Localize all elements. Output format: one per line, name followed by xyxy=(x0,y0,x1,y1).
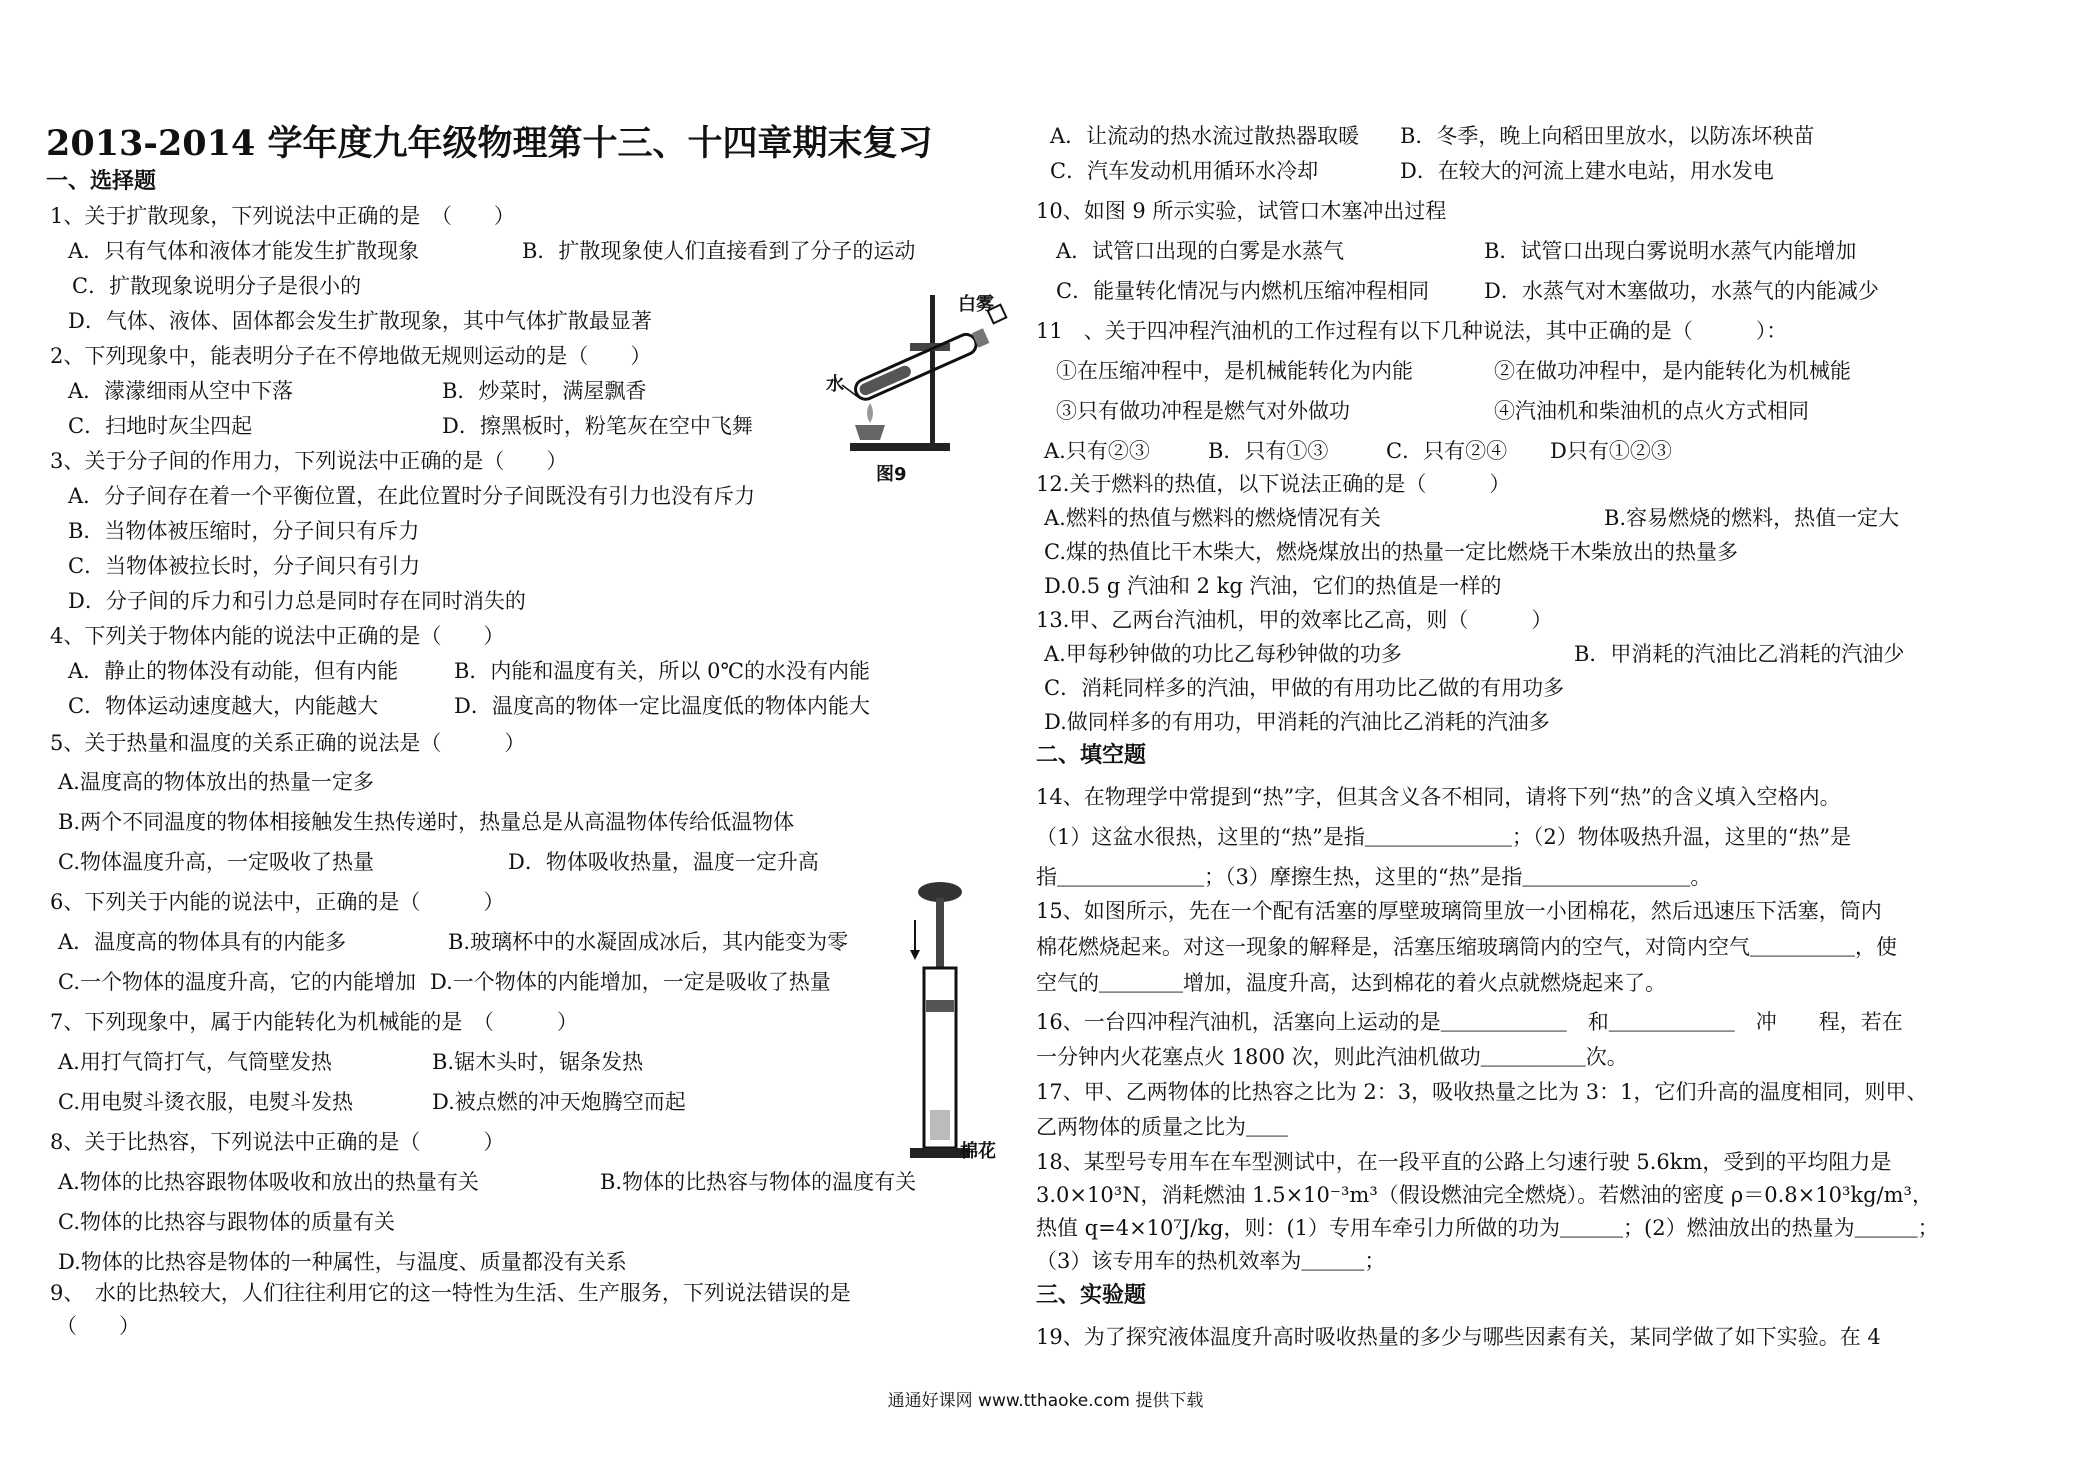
question-14: 14、在物理学中常提到“热”字，但其含义各不相同，请将下列“热”的含义填入空格内。 xyxy=(1036,785,1841,809)
q6-option-d: D.一个物体的内能增加，一定是吸收了热量 xyxy=(430,970,831,994)
q14-line-3: 指＿＿＿＿＿＿＿；（3）摩擦生热，这里的“热”是指＿＿＿＿＿＿＿＿。 xyxy=(1036,865,1712,889)
q12-option-d: D.0.5 g 汽油和 2 kg 汽油，它们的热值是一样的 xyxy=(1044,574,1502,598)
q12-option-a: A.燃料的热值与燃料的燃烧情况有关 xyxy=(1044,506,1381,530)
q15-line-2: 棉花燃烧起来。对这一现象的解释是，活塞压缩玻璃筒内的空气，对筒内空气＿＿＿＿＿，使 xyxy=(1036,935,1897,959)
section-fill-heading: 二、填空题 xyxy=(1036,743,1147,768)
q1-option-b: B．扩散现象使人们直接看到了分子的运动 xyxy=(522,239,916,263)
question-13: 13.甲、乙两台汽油机，甲的效率比乙高，则（ ） xyxy=(1036,608,1553,632)
figure-9-caption: 图9 xyxy=(876,464,907,485)
q11-option-a: A.只有②③ xyxy=(1044,439,1150,463)
question-1: 1、关于扩散现象，下列说法中正确的是 （ ） xyxy=(50,204,515,228)
q10-option-b: B．试管口出现白雾说明水蒸气内能增加 xyxy=(1484,239,1857,263)
figure-cotton-label: 棉花 xyxy=(960,1141,996,1162)
q11-statement-3: ③只有做功冲程是燃气对外做功 xyxy=(1056,399,1350,423)
q3-option-b: B．当物体被压缩时，分子间只有斥力 xyxy=(68,519,420,543)
question-18: 18、某型号专用车在车型测试中，在一段平直的公路上匀速行驶 5.6km，受到的平均阻力是 xyxy=(1036,1150,1892,1174)
q6-option-a: A．温度高的物体具有的内能多 xyxy=(58,930,347,954)
question-15: 15、如图所示，先在一个配有活塞的厚壁玻璃筒里放一小团棉花，然后迅速压下活塞，筒内 xyxy=(1036,899,1882,923)
q13-option-c: C．消耗同样多的汽油，甲做的有用功比乙做的有用功多 xyxy=(1044,676,1565,700)
q7-option-b: B.锯木头时，锯条发热 xyxy=(432,1050,644,1074)
question-16: 16、一台四冲程汽油机，活塞向上运动的是＿＿＿＿＿＿ 和＿＿＿＿＿＿ 冲 程，若在 xyxy=(1036,1010,1903,1034)
question-6: 6、下列关于内能的说法中，正确的是（ ） xyxy=(50,890,505,914)
q5-option-b: B.两个不同温度的物体相接触发生热传递时，热量总是从高温物体传给低温物体 xyxy=(58,810,795,834)
section-experiment-heading: 三、实验题 xyxy=(1036,1283,1147,1308)
question-19: 19、为了探究液体温度升高时吸收热量的多少与哪些因素有关，某同学做了如下实验。在 4 xyxy=(1036,1325,1881,1349)
q13-option-d: D.做同样多的有用功，甲消耗的汽油比乙消耗的汽油多 xyxy=(1044,710,1550,734)
question-11: 11 、关于四冲程汽油机的工作过程有以下几种说法，其中正确的是（ ）： xyxy=(1036,319,1788,343)
q1-option-c: C．扩散现象说明分子是很小的 xyxy=(72,274,362,298)
q5-option-a: A.温度高的物体放出的热量一定多 xyxy=(58,770,374,794)
page-footer: 通通好课网 www.tthaoke.com 提供下载 xyxy=(887,1391,1204,1411)
q18-line-3: 热值 q=4×10⁷J/kg，则：(1）专用车牵引力所做的功为＿＿＿；(2）燃油放出的热量为＿＿＿； xyxy=(1036,1216,1939,1240)
q11-option-d: D只有①②③ xyxy=(1550,439,1672,463)
q1-option-d: D．气体、液体、固体都会发生扩散现象，其中气体扩散最显著 xyxy=(68,309,652,333)
q14-line-2: （1）这盆水很热，这里的“热”是指＿＿＿＿＿＿＿；（2）物体吸热升温，这里的“热”是 xyxy=(1036,825,1852,849)
q17-line-2: 乙两物体的质量之比为＿＿ xyxy=(1036,1115,1288,1139)
q4-option-c: C．物体运动速度越大，内能越大 xyxy=(68,694,379,718)
q4-option-b: B．内能和温度有关，所以 0℃的水没有内能 xyxy=(454,659,870,683)
q7-option-c: C.用电熨斗烫衣服，电熨斗发热 xyxy=(58,1090,353,1114)
q6-option-c: C.一个物体的温度升高，它的内能增加 xyxy=(58,970,416,994)
q2-option-d: D．擦黑板时，粉笔灰在空中飞舞 xyxy=(442,414,753,438)
q9-option-b: B．冬季，晚上向稻田里放水，以防冻坏秧苗 xyxy=(1400,124,1815,148)
q7-option-d: D.被点燃的冲天炮腾空而起 xyxy=(432,1090,686,1114)
question-2: 2、下列现象中，能表明分子在不停地做无规则运动的是（ ） xyxy=(50,344,652,368)
q9-answer-paren: （ ） xyxy=(56,1314,140,1338)
q7-option-a: A.用打气筒打气，气筒壁发热 xyxy=(58,1050,332,1074)
q16-line-2: 一分钟内火花塞点火 1800 次，则此汽油机做功＿＿＿＿＿次。 xyxy=(1036,1045,1628,1069)
q11-statement-1: ①在压缩冲程中，是机械能转化为内能 xyxy=(1056,359,1413,383)
q9-option-d: D．在较大的河流上建水电站，用水发电 xyxy=(1400,159,1774,183)
question-4: 4、下列关于物体内能的说法中正确的是（ ） xyxy=(50,624,505,648)
figure-piston-cotton-diagram xyxy=(900,880,990,1170)
q5-option-c: C.物体温度升高，一定吸收了热量 xyxy=(58,850,374,874)
q10-option-c: C．能量转化情况与内燃机压缩冲程相同 xyxy=(1056,279,1430,303)
q1-option-a: A．只有气体和液体才能发生扩散现象 xyxy=(68,239,420,263)
q18-line-2: 3.0×10³N，消耗燃油 1.5×10⁻³m³（假设燃油完全燃烧）。若燃油的密度 ρ＝0.8×10³kg/m³， xyxy=(1036,1183,1933,1207)
q3-option-a: A．分子间存在着一个平衡位置，在此位置时分子间既没有引力也没有斥力 xyxy=(68,484,756,508)
q8-option-b: B.物体的比热容与物体的温度有关 xyxy=(600,1170,917,1194)
q2-option-b: B．炒菜时，满屋飘香 xyxy=(442,379,647,403)
question-3: 3、关于分子间的作用力，下列说法中正确的是（ ） xyxy=(50,449,568,473)
q13-option-b: B．甲消耗的汽油比乙消耗的汽油少 xyxy=(1574,642,1905,666)
q11-statement-2: ②在做功冲程中，是内能转化为机械能 xyxy=(1494,359,1851,383)
section-choice-heading: 一、选择题 xyxy=(46,169,157,194)
q3-option-d: D．分子间的斥力和引力总是同时存在同时消失的 xyxy=(68,589,526,613)
q8-option-c: C.物体的比热容与跟物体的质量有关 xyxy=(58,1210,395,1234)
question-17: 17、甲、乙两物体的比热容之比为 2：3，吸收热量之比为 3：1，它们升高的温度相同，则甲、 xyxy=(1036,1080,1928,1104)
question-8: 8、关于比热容，下列说法中正确的是（ ） xyxy=(50,1130,505,1154)
q15-line-3: 空气的＿＿＿＿增加，温度升高，达到棉花的着火点就燃烧起来了。 xyxy=(1036,971,1666,995)
figure-9-water-label: 水 xyxy=(826,374,844,395)
q4-option-a: A．静止的物体没有动能，但有内能 xyxy=(68,659,399,683)
q10-option-d: D．水蒸气对木塞做功，水蒸气的内能减少 xyxy=(1484,279,1879,303)
q3-option-c: C．当物体被拉长时，分子间只有引力 xyxy=(68,554,421,578)
q13-option-a: A.甲每秒钟做的功比乙每秒钟做的功多 xyxy=(1044,642,1402,666)
question-7: 7、下列现象中，属于内能转化为机械能的是 （ ） xyxy=(50,1010,578,1034)
q9-option-a: A．让流动的热水流过散热器取暖 xyxy=(1050,124,1360,148)
q2-option-a: A．濛濛细雨从空中下落 xyxy=(68,379,294,403)
q9-option-c: C．汽车发动机用循环水冷却 xyxy=(1050,159,1319,183)
q6-option-b: B.玻璃杯中的水凝固成冰后，其内能变为零 xyxy=(448,930,849,954)
question-12: 12.关于燃料的热值，以下说法正确的是（ ） xyxy=(1036,472,1511,496)
q2-option-c: C．扫地时灰尘四起 xyxy=(68,414,253,438)
question-9: 9、 水的比热较大，人们往往利用它的这一特性为生活、生产服务，下列说法错误的是 xyxy=(50,1281,851,1305)
q5-option-d: D．物体吸收热量，温度一定升高 xyxy=(508,850,819,874)
q12-option-c: C.煤的热值比干木柴大，燃烧煤放出的热量一定比燃烧干木柴放出的热量多 xyxy=(1044,540,1738,564)
page-title: 2013-2014 学年度九年级物理第十三、十四章期末复习 xyxy=(46,123,933,164)
question-5: 5、关于热量和温度的关系正确的说法是（ ） xyxy=(50,731,526,755)
q11-statement-4: ④汽油机和柴油机的点火方式相同 xyxy=(1494,399,1809,423)
q18-line-4: （3）该专用车的热机效率为＿＿＿； xyxy=(1036,1249,1386,1273)
q8-option-d: D.物体的比热容是物体的一种属性，与温度、质量都没有关系 xyxy=(58,1250,627,1274)
q8-option-a: A.物体的比热容跟物体吸收和放出的热量有关 xyxy=(58,1170,479,1194)
question-10: 10、如图 9 所示实验，试管口木塞冲出过程 xyxy=(1036,199,1447,223)
q10-option-a: A．试管口出现的白雾是水蒸气 xyxy=(1056,239,1345,263)
q11-option-b: B．只有①③ xyxy=(1208,439,1329,463)
q11-option-c: C．只有②④ xyxy=(1386,439,1508,463)
figure-9-mist-label: 白雾 xyxy=(958,294,994,315)
q12-option-b: B.容易燃烧的燃料，热值一定大 xyxy=(1604,506,1900,530)
q4-option-d: D．温度高的物体一定比温度低的物体内能大 xyxy=(454,694,870,718)
